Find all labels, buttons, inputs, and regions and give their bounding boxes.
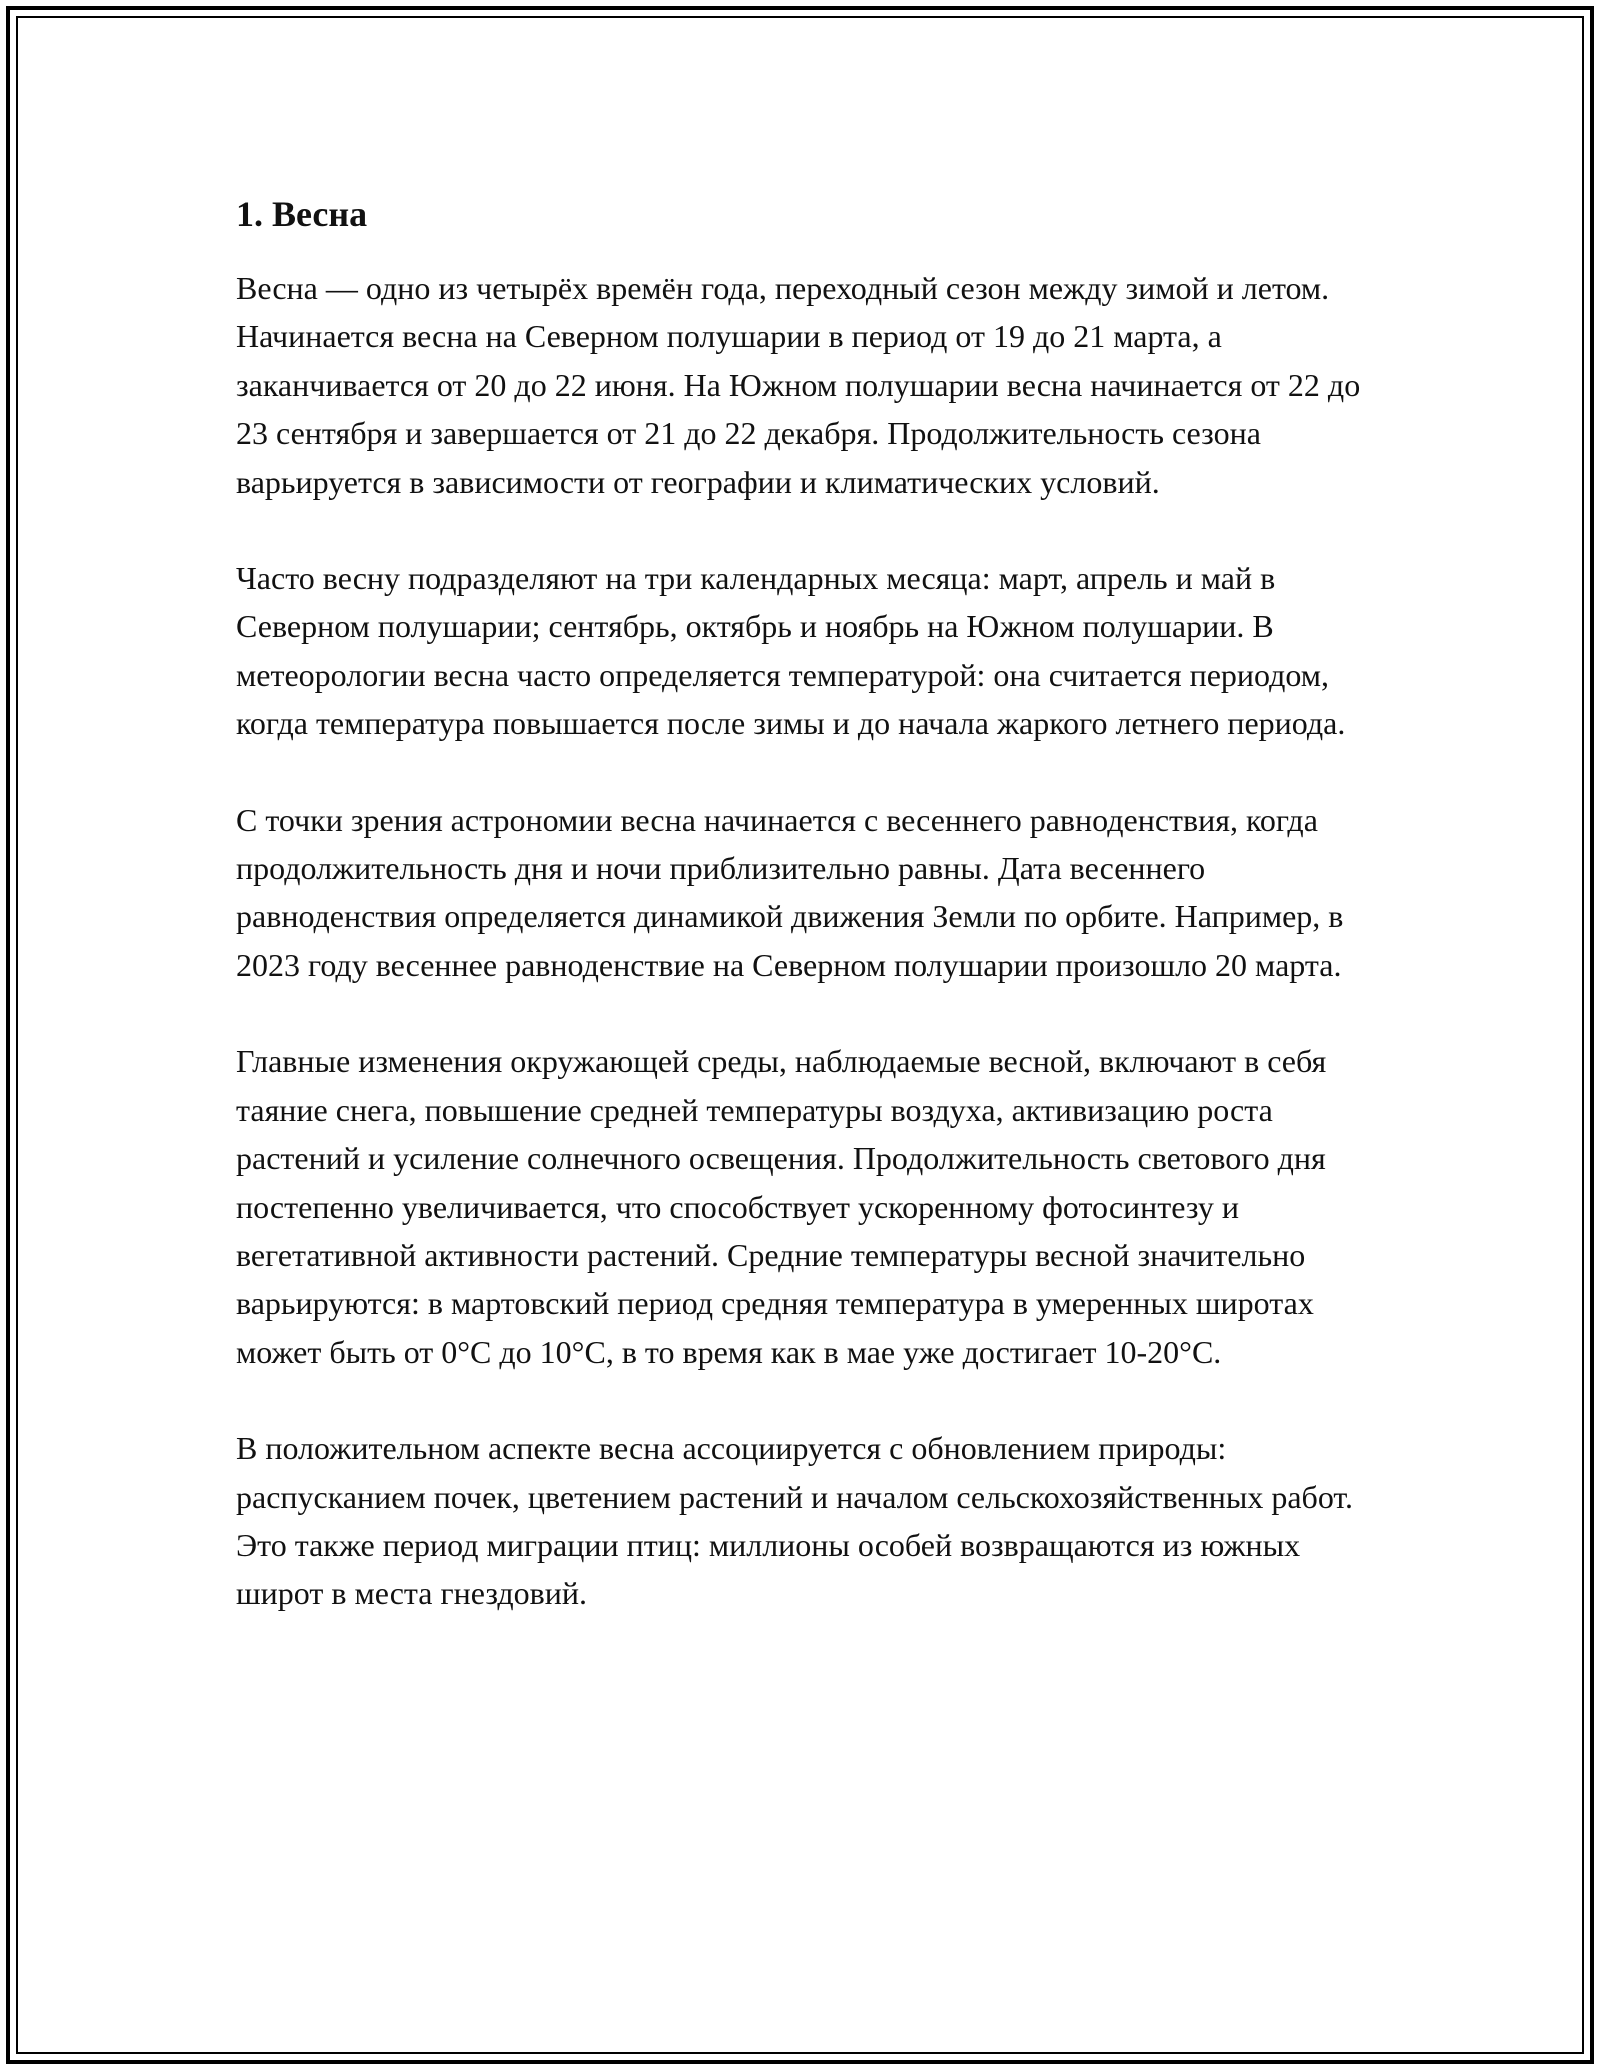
paragraph-3: С точки зрения астрономии весна начинается с весеннего равноденствия, когда продолжительность дня и ночи приблизительно равны. Дата весеннего равноденствия определяется динамикой движения Земли по орбите. Например, в 2023 году весеннее равноденствие на Северном полушарии произошло 20 марта. <box>236 801 1344 983</box>
section-heading: 1. Весна <box>236 194 368 234</box>
paragraph-1: Весна — одно из четырёх времён года, переходный сезон между зимой и летом. Начинается весна на Северном полушарии в период от 19 до 21 марта, а заканчивается от 20 до 22 июня. На Южном полушарии весна начинается от 22 до 23 сентября и завершается от 21 до 22 декабря. Продолжительность сезона варьируется в зависимости от географии и климатических условий. <box>236 270 1361 500</box>
paragraph-2: Часто весну подразделяют на три календарных месяца: март, апрель и май в Северном полушарии; сентябрь, октябрь и ноябрь на Южном полушарии. В метеорологии весна часто определяется температурой: она считается периодом, когда температура повышается после зимы и до начала жаркого летнего периода. <box>236 560 1346 742</box>
document-body <box>236 186 1366 1618</box>
paragraph-4: Главные изменения окружающей среды, наблюдаемые весной, включают в себя таяние снега, повышение средней температуры воздуха, активизацию роста растений и усиление солнечного освещения. Продолжительность светового дня постепенно увеличивается, что способствует ускоренному фотосинтезу и вегетативной активности растений. Средние температуры весной значительно варьируются: в мартовский период средняя температура в умеренных широтах может быть от 0°C до 10°C, в то время как в мае уже достигает 10-20°C. <box>236 1043 1327 1370</box>
paragraph-5: В положительном аспекте весна ассоциируется с обновлением природы: распусканием почек, цветением растений и началом сельскохозяйственных работ. Это также период миграции птиц: миллионы особей возвращаются из южных широт в места гнездовий. <box>236 1430 1353 1612</box>
